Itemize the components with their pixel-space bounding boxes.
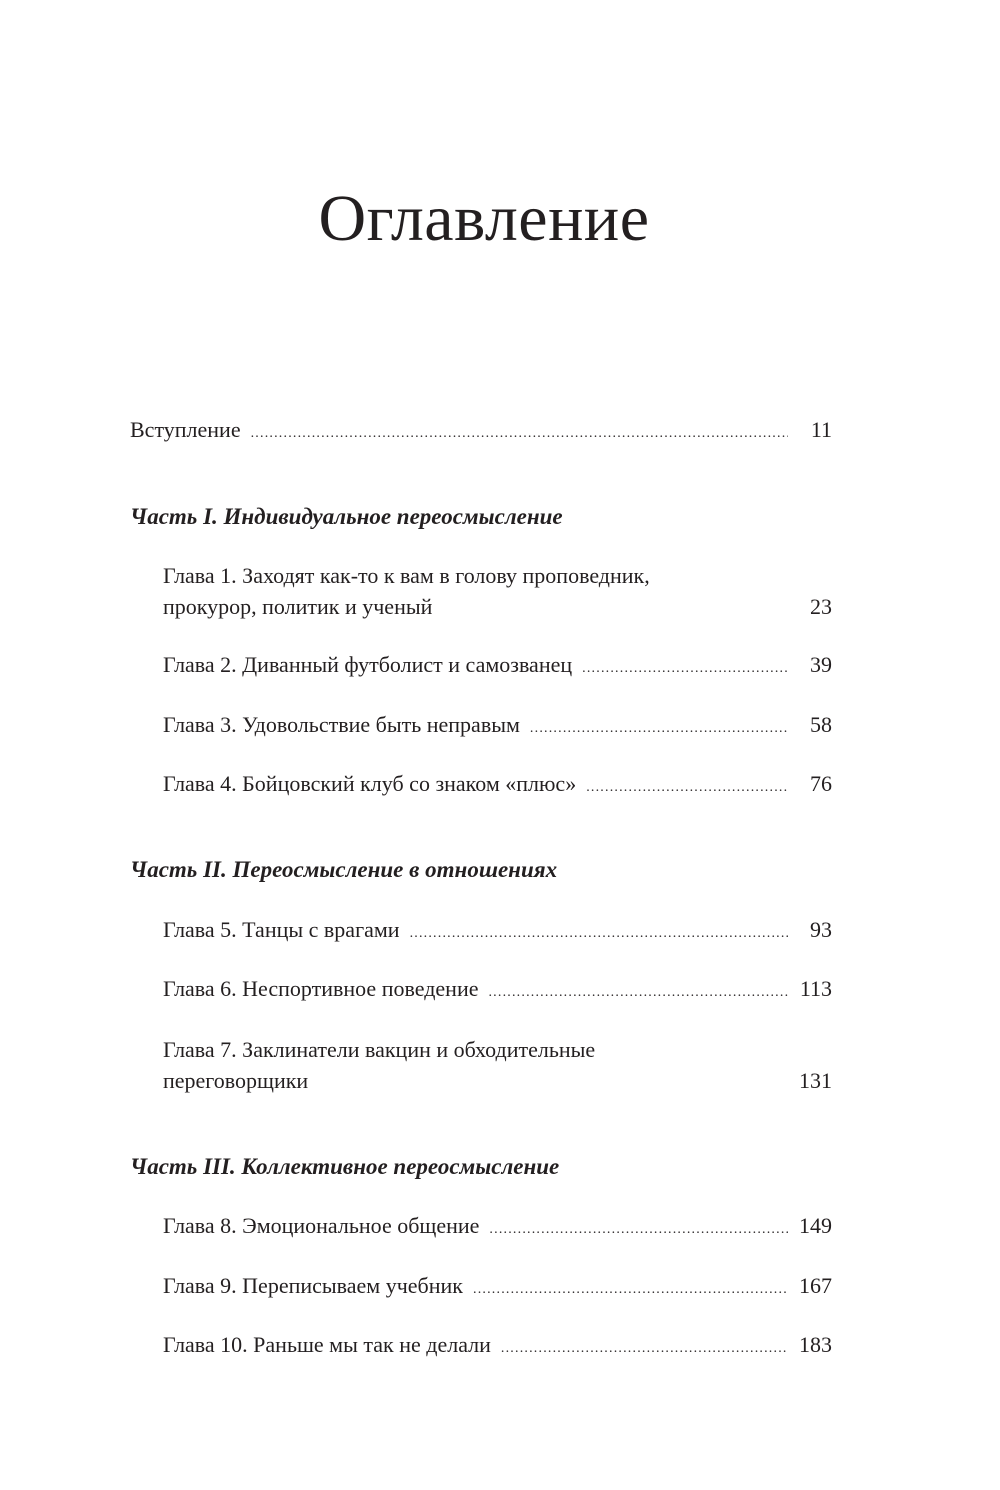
dot-leader bbox=[489, 1215, 788, 1245]
toc-entry-chapter-6[interactable] bbox=[163, 974, 832, 1008]
toc-entry-label: Глава 6. Неспортивное поведение bbox=[163, 976, 479, 1001]
toc-entry-page: 183 bbox=[799, 1332, 832, 1357]
page-title: Оглавление bbox=[318, 182, 650, 255]
toc-entry-page: 76 bbox=[810, 771, 832, 796]
toc-entry-label: Глава 3. Удовольствие быть неправым bbox=[163, 712, 520, 737]
toc-entry-label: Вступление bbox=[130, 417, 241, 442]
toc-entry-page: 23 bbox=[810, 594, 832, 619]
dot-leader bbox=[410, 919, 788, 949]
part-title-3: Часть III. Коллективное переосмысление bbox=[130, 1154, 560, 1179]
dot-leader bbox=[582, 654, 788, 684]
part-title-1: Часть I. Индивидуальное переосмысление bbox=[130, 504, 563, 529]
toc-entry-chapter-10[interactable] bbox=[163, 1330, 832, 1364]
toc-entry-chapter-4[interactable] bbox=[163, 769, 832, 803]
toc-entry-page: 39 bbox=[810, 652, 832, 677]
toc-entry-label-line1: Глава 7. Заклинатели вакцин и обходительные bbox=[163, 1037, 596, 1062]
toc-entry-page: 167 bbox=[799, 1273, 832, 1298]
toc-entry-label-line2: прокурор, политик и ученый bbox=[163, 594, 433, 619]
toc-entry-page: 113 bbox=[799, 976, 832, 1001]
toc-entry-label: Глава 10. Раньше мы так не делали bbox=[163, 1332, 491, 1357]
toc-entry-label: Глава 9. Переписываем учебник bbox=[163, 1273, 463, 1298]
dot-leader bbox=[586, 773, 788, 803]
dot-leader bbox=[488, 978, 788, 1008]
toc-entry-chapter-1[interactable] bbox=[163, 560, 832, 622]
toc-entry-chapter-9[interactable] bbox=[163, 1271, 832, 1305]
toc-entry-label: Глава 8. Эмоциональное общение bbox=[163, 1213, 480, 1238]
toc-entry-chapter-7[interactable] bbox=[163, 1034, 832, 1096]
toc-entry-label-line1: Глава 1. Заходят как-то к вам в голову проповедник, bbox=[163, 563, 650, 588]
toc-entry-intro[interactable] bbox=[130, 415, 832, 449]
toc-entry-label: Глава 2. Диванный футболист и самозванец bbox=[163, 652, 573, 677]
toc-entry-chapter-5[interactable] bbox=[163, 915, 832, 949]
toc-entry-page: 93 bbox=[810, 917, 832, 942]
dot-leader bbox=[473, 1275, 788, 1305]
toc-entry-chapter-8[interactable] bbox=[163, 1211, 832, 1245]
toc-entry-chapter-2[interactable] bbox=[163, 650, 832, 684]
toc-entry-page: 149 bbox=[799, 1213, 832, 1238]
toc-entry-label: Глава 4. Бойцовский клуб со знаком «плюс» bbox=[163, 771, 577, 796]
part-title-2: Часть II. Переосмысление в отношениях bbox=[130, 857, 558, 882]
toc-entry-page: 11 bbox=[810, 417, 832, 442]
dot-leader bbox=[501, 1334, 788, 1364]
dot-leader bbox=[251, 419, 788, 449]
toc-entry-label: Глава 5. Танцы с врагами bbox=[163, 917, 400, 942]
toc-entry-label-line2: переговорщики bbox=[163, 1068, 309, 1093]
dot-leader bbox=[530, 714, 788, 744]
toc-entry-chapter-3[interactable] bbox=[163, 710, 832, 744]
toc-entry-page: 58 bbox=[810, 712, 832, 737]
toc-entry-page: 131 bbox=[799, 1068, 832, 1093]
